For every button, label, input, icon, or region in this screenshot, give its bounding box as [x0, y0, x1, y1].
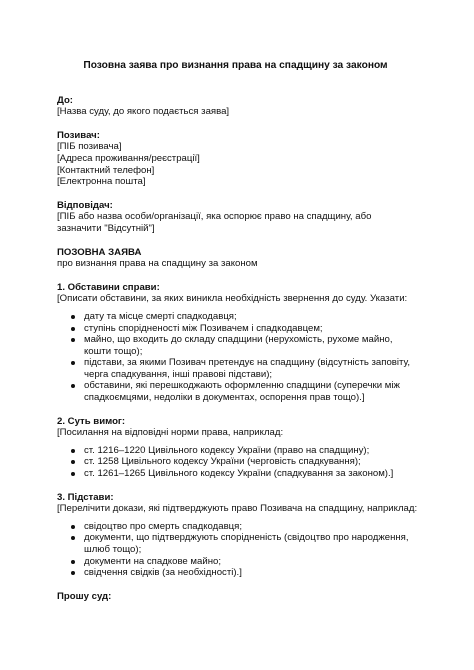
request-heading: Прошу суд: — [57, 590, 112, 602]
list-item: дату та місце смерті спадкодавця; — [84, 311, 414, 323]
section-circumstances — [57, 282, 414, 404]
plaintiff-address: [Адреса проживання/реєстрації] — [57, 152, 200, 164]
list-item: ст. 1216–1220 Цивільного кодексу України (право на спадщину); — [84, 445, 414, 457]
plaintiff-name: [ПІБ позивача] — [57, 141, 122, 153]
list-item: підстави, за якими Позивач претендує на спадщину (відсутність заповіту, черга спадкування, інші правові підстави); — [84, 357, 414, 380]
claim-header — [57, 247, 414, 270]
request-section — [57, 591, 414, 603]
claim-subheading: про визнання права на спадщину за законом — [57, 258, 258, 270]
section3-heading: 3. Підстави: — [57, 491, 114, 503]
to-value: [Назва суду, до якого подається заява] — [57, 106, 230, 118]
claim-heading: ПОЗОВНА ЗАЯВА — [57, 246, 142, 258]
section1-intro: [Описати обставини, за яких виникла необхідність звернення до суду. Указати: — [57, 293, 408, 305]
defendant-section — [57, 200, 414, 235]
plaintiff-phone: [Контактний телефон] — [57, 164, 155, 176]
section2-list — [57, 445, 414, 480]
section1-heading: 1. Обставини справи: — [57, 281, 160, 293]
plaintiff-section — [57, 130, 414, 188]
list-item: свідчення свідків (за необхідності).] — [84, 567, 414, 579]
defendant-label: Відповідач: — [57, 199, 113, 211]
section2-intro: [Посилання на відповідні норми права, наприклад: — [57, 427, 284, 439]
list-item: обставини, які перешкоджають оформленню спадщини (суперечки між спадкоємцями, недоліки в документах, оспорення прав тощо).] — [84, 380, 414, 403]
list-item: майно, що входить до складу спадщини (нерухомість, рухоме майно, кошти тощо); — [84, 334, 414, 357]
plaintiff-email: [Електронна пошта] — [57, 176, 146, 188]
list-item: свідоцтво про смерть спадкодавця; — [84, 521, 414, 533]
list-item: ст. 1261–1265 Цивільного кодексу України (спадкування за законом).] — [84, 468, 414, 480]
section2-heading: 2. Суть вимог: — [57, 415, 126, 427]
list-item: ступінь спорідненості між Позивачем і спадкодавцем; — [84, 323, 414, 335]
to-label: До: — [57, 94, 74, 106]
list-item: документи, що підтверджують спорідненість (свідоцтво про народження, шлюб тощо); — [84, 532, 414, 555]
document-title: Позовна заява про визнання права на спадщину за законом — [83, 60, 388, 71]
plaintiff-label: Позивач: — [57, 129, 100, 141]
list-item: документи на спадкове майно; — [84, 556, 414, 568]
section-claims — [57, 416, 414, 480]
section3-list — [57, 521, 414, 579]
section-grounds — [57, 491, 418, 579]
defendant-value: [ПІБ або назва особи/організації, яка оспорює право на спадщину, або зазначити "Відсутній"] — [57, 211, 372, 234]
section1-list — [57, 311, 414, 404]
to-section — [57, 95, 414, 118]
section3-intro: [Перелічити докази, які підтверджують право Позивача на спадщину, наприклад: — [57, 503, 418, 515]
list-item: ст. 1258 Цивільного кодексу України (черговість спадкування); — [84, 456, 414, 468]
